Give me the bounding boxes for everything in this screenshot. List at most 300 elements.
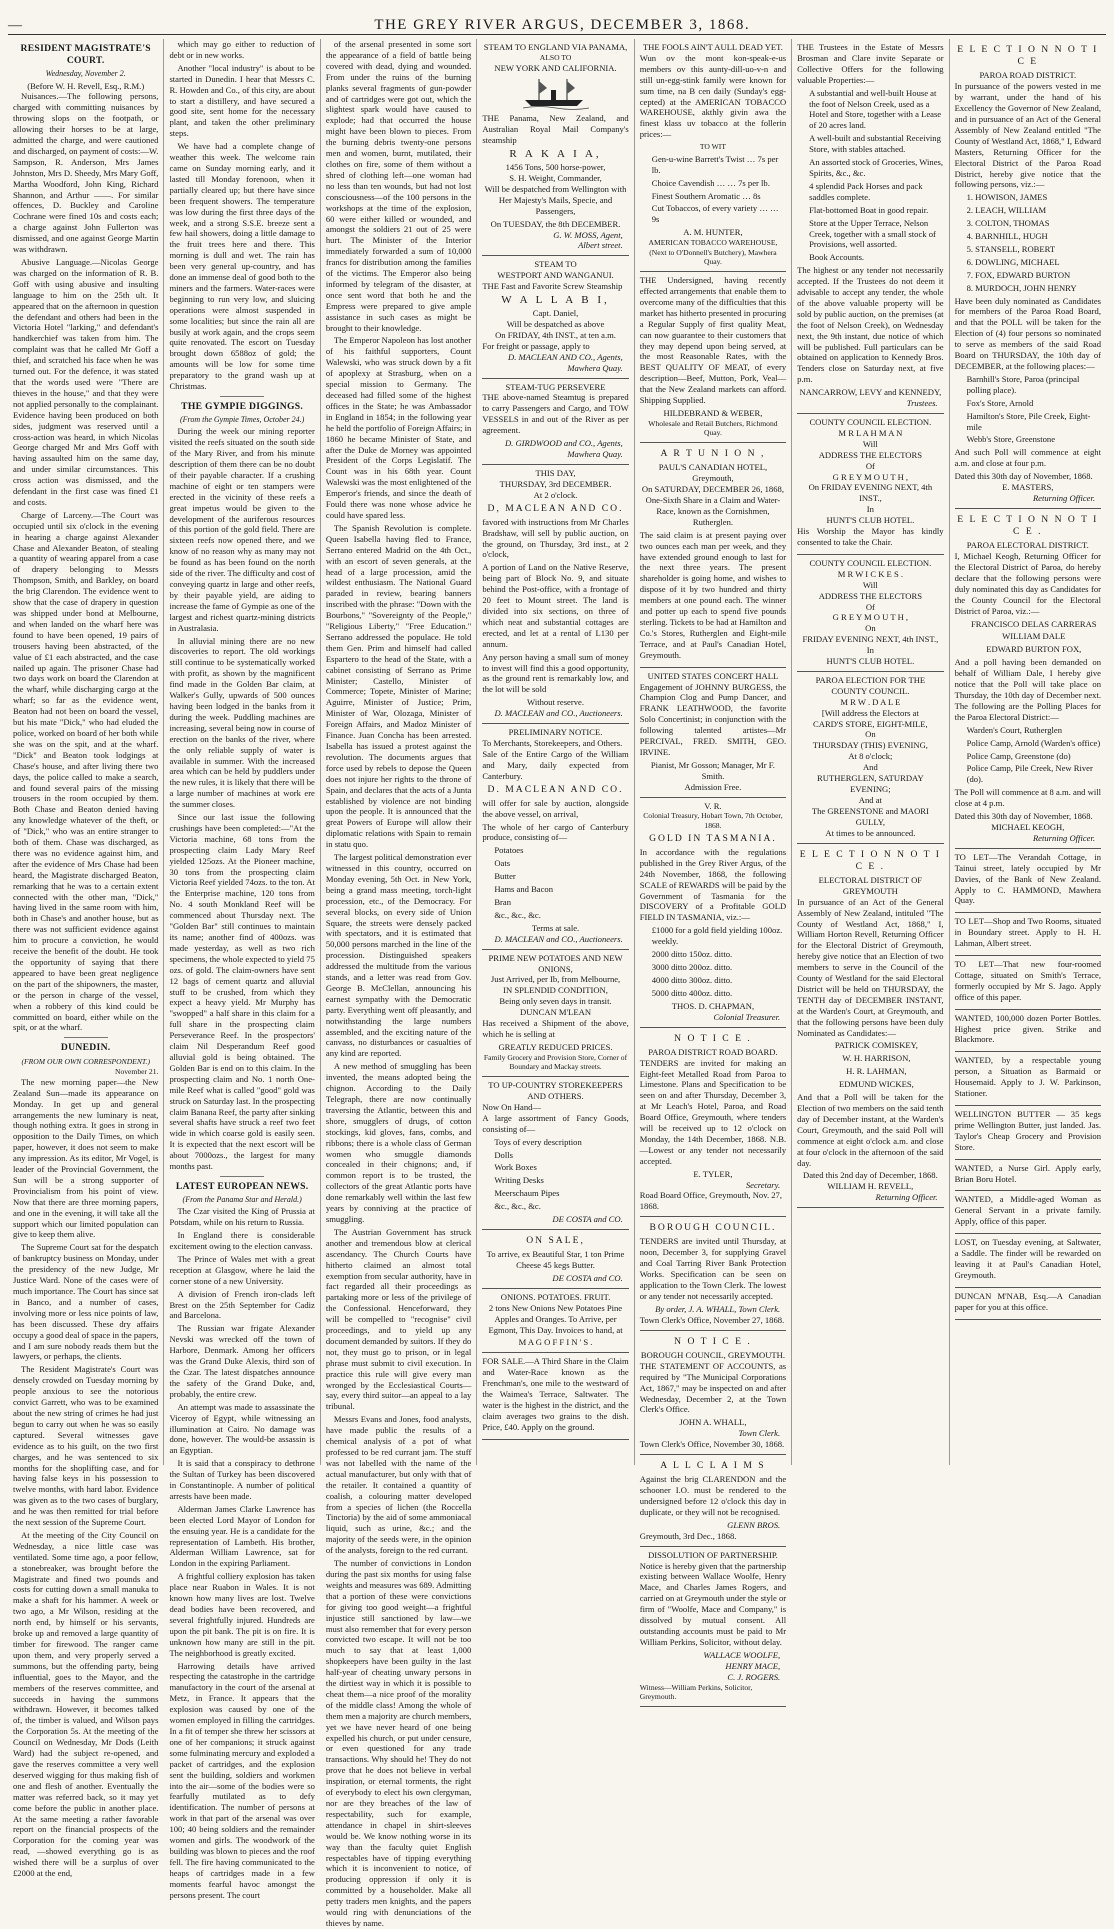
ad-concert-hall — [640, 668, 786, 798]
ad-text: Pianist, Mr Gosson; Manager, Mr F. Smith. — [650, 759, 775, 781]
ad-text: TENDERS are invited until Thursday, at noon, December 3, for supplying Gravel and Coal Tarring River Bank Protection Works. Specification can be seen on application to the Town Clerk. The lowest or any tender not necessarily accepted. — [639, 1236, 787, 1301]
ad-steam-tug — [482, 379, 628, 465]
list-item: Flat-bottomed Boat in good repair. — [809, 204, 929, 215]
ad-text: And a poll having been demanded on behalf of William Dale, I hereby give notice that the Poll will take place on Thursday, the 10th day of December next. The following are the Polling Places for the Paroa Electoral District:— — [954, 657, 1101, 722]
ad-signature: G. W. MOSS, Agent, — [553, 229, 623, 240]
ad-wickes-election — [797, 555, 943, 672]
ad-text: Will be despatched as above — [506, 318, 605, 329]
column-3 — [321, 39, 477, 1928]
ad-title: COUNTY COUNCIL ELECTION. — [809, 557, 932, 568]
article-paragraph: The Emperor Napoleon has lost another of his faithful supporters, Count Walewski, who was struck down by a fit of apoplexy at Strasburg, when on a special mission to Germany. The deceased had filled some of the highest offices in the State; he was Ambassador in England in 1854; in the following year he held the portfolio of Foreign Affairs; in 1860 he became Minister of State, and after the Duke de Morney was appointed President of the Corps Legislatif. The Count was in his 68th year. Count Walewski was the most enlightened of the Emperor's friends, and since the death of Fould there was none whose advice he could have spared less. — [325, 335, 472, 520]
ad-road-board-notice — [640, 1028, 786, 1218]
ad-text: [Will address the Electors at — [821, 707, 919, 718]
ad-text: WANTED, 100,000 dozen Porter Bottles. Highest price given. Strike and Blackmore. — [954, 1012, 1101, 1045]
ad-text: will offer for sale by auction, alongside the above vessel, on arrival, — [482, 797, 629, 819]
ad-text: THE Undersigned, having recently effected arrangements that enable them to overcome many of the difficulties that this market has hitherto presented in procuring a Regular Supply of first quality Meat, can now guarantee to their customers that they may depend upon being served, at the most Reasonable Rates, with the BEST QUALITY OF MEAT, of every description—Beef, Mutton, Pork, Veal—that the New Zealand markets can afford. Shipping Supplied. — [639, 275, 787, 406]
article-paragraph: Since our last issue the following crushings have been completed:—"At the Victoria machine, 68 tons from the prospecting claim Lady Mary Reef yielded 125ozs. At the Pioneer machine, 30 tons from the prospecting claim Victoria Reef yielded 74ozs. to the ton. At the Enterprise machine, 120 tons from No. 4 south Monkland Reef will be commenced about Thursday next. The "Golden Bar" still continues to maintain its name; another find of 400ozs. was made yesterday, as well as two rich specimens, the whole expected to yield 75 ozs. of gold. The claim-owners have sent 12 bags of cement quartz and alluvial stuff to be crushed, from which they expect a heavy yield. Mr Murphy has "swopped" a half share in this claim for a full share in the prospecting claim Perseverance Reef. In the prospectors' claim Nil Desperandum Reef good alluvial gold is being obtained. The Golden Bar is end on to this claim. In the prospecting claim and No. 1 north One-mile Reef what is called "good" gold was struck on Saturday last. In the prospecting claim Banana Reef, the party after sinking several shafts have struck a reef two feet wide in which coarse gold is easily seen. It is expected that the next escort will be about 7000ozs., the largest for many months past. — [169, 812, 315, 1172]
ad-signature: HILDEBRAND & WEBER, — [663, 407, 763, 418]
list-item: A well-built and substantial Receiving Store, with stables attached. — [809, 133, 941, 155]
ad-text: I, Michael Keogh, Returning Officer for the Electoral District of Paroa, do hereby declare that the following persons were duly nominated this day as Candidates for the County Council for the Electoral District of Paroa, viz.:— — [954, 551, 1101, 616]
reward-scale — [652, 925, 786, 998]
article-source: (From the Gympie Times, October 24.) — [179, 415, 305, 425]
ad-text: TO LET—Shop and Two Rooms, situated in Boundary street. Apply to H. H. Lahman, Albert street. — [954, 916, 1101, 949]
ad-subtitle: PAROA ROAD DISTRICT. — [979, 70, 1077, 81]
ad-text: TENDERS are invited for making an Eight-feet Metalled Road from Paroa to Limestone. Plans and Specification to be seen on and after Thursday, December 3, at Mr Leach's Hotel, Paroa, and Road Board Office, Greymouth, where tenders will be received up to 12 o'clock on Monday, the 14th December, 1868. N.B.—Lowest or any tender not necessarily accepted. — [639, 1057, 787, 1166]
ad-text: ADDRESS THE ELECTORS — [818, 449, 923, 460]
ad-title: N O T I C E . — [674, 1335, 752, 1347]
ad-signature: A. M. HUNTER, — [683, 227, 743, 238]
list-item: 2. LEACH, WILLIAM — [966, 205, 1047, 216]
classified-ad — [955, 1052, 1101, 1106]
ad-borough-council — [640, 1217, 786, 1330]
list-item: &c., &c., &c. — [494, 909, 541, 920]
article-paragraph: The Prince of Wales met with a great reception at Glasgow, where he laid the corner stone of a new University. — [169, 1253, 315, 1286]
ad-text: A portion of Land on the Native Reserve, being part of Block No. 9, and situate behind the Post-office, with a frontage of 20 feet to Mount street. The land is divided into six sections, on three of which neat and substantial cottages are erected, and let at a rental of L130 per annum. — [482, 562, 629, 649]
ad-title: ON SALE, — [526, 1234, 585, 1246]
ad-text: favored with instructions from Mr Charles Bradshaw, will sell by public auction, on the ground, on Thursday, 3rd inst., at 2 o'clock, — [482, 516, 629, 560]
article-paragraph: Charge of Larceny.—The Court was occupied until six o'clock in the evening in hearing a charge against Alexander Chase and Alexander Beaton, of stealing a quantity of wearing apparel from a case of drapery belonging to Messrs Thompson, Smith, and Barkley, on board the brig Clarendon. The evidence went to show that the case of drapery in question was shipped under bond at Melbourne, and when landed on the wharf here was found to have been opened, 19 pairs of trousers having been abstracted, of the value of £1 each abstracted, and the case nailed up again. The prisoner Chase had two days work on board the Clarendon at the wharf, while discharging cargo at the wharf; so far as the evidence went, Beaton had not been on board the vessel, but his mate "Dick," who had eluded the police, worked on board of her both while she was on the spit, and at the wharf. "Dick" and Beaton took lodgings at Chase's house, and after living there two days, the police called to make a search, and found several pairs of the missing trousers in the room occupied by them. Both Chase and Beaton denied having any knowledge whatever of the theft, or of "Dick," who was an entire stranger to both of them. Chase was discharged, as there was no evidence against him, and after the evidence of Mrs Chase had been heard, the Magistrate discharged Beaton, remarking that he was to a certain extent connected with the other man, "Dick," having lived in the same room with him, both in Chase's and another house, but as there was not sufficient evidence against him to procure a conviction, he would receive the benefit of the doubt. He took the opportunity of saying that there appeared to have been great negligence on the part of the shipowners, the master, or the person in charge of the vessel, when a robbery of this kind could be committed on board, either while on the spit, or at the wharf. — [13, 509, 159, 1033]
ad-title: A R T U N I O N , — [660, 448, 766, 460]
ad-text: Colonial Treasury, Hobart Town, 7th October, 1868. — [643, 811, 783, 831]
article-paragraph: Abusive Language.—Nicolas George was charged on the information of R. B. Goff with using abusive and insulting language to him on the 25th ult. It appeared that on the afternoon in question the defendant and others had been in the Victoria Hotel "larking," and defendant's handkerchief was taken from him. The complaint was that he called Mr Goff a thief, and scratched his face when he was turned out. For the defence, it was stated that the words used were "There are thieves in the house," and that they were not applied personally to the complainant. Evidence having been produced on both sides, judgment was reserved until a cross-action was heard, in which Nicolas George charged Mr and Mrs Goff with having assaulted him on the same day, and under similar circumstances. This cross action was dismissed, and the defendant in the first case was fined £1 and costs. — [13, 257, 159, 507]
list-item: Meerschaum Pipes — [494, 1188, 560, 1199]
ad-title: A L L C L A I M S — [660, 1460, 766, 1472]
ad-dissolution — [640, 1547, 786, 1707]
ad-date: On FRIDAY EVENING NEXT, 4th INST., — [808, 482, 933, 504]
ad-title: PAROA ELECTION FOR THE COUNTY COUNCIL. — [815, 674, 926, 696]
ad-text: G R E Y M O U T H , — [832, 471, 909, 482]
ad-text: Has received a Shipment of the above, which he is selling at — [482, 1018, 629, 1039]
ad-text: PAUL'S CANADIAN HOTEL, Greymouth, — [658, 462, 768, 484]
list-item: 4 splendid Pack Horses and pack saddles complete. — [809, 180, 923, 202]
list-item: 4000 ditto 300oz. ditto. — [651, 974, 733, 985]
classified-ad — [955, 1010, 1101, 1053]
ad-title: COUNTY COUNCIL ELECTION. — [809, 417, 932, 427]
ad-text: Any person having a small sum of money to invest will find this a good opportunity, as the ground rent is remarkably low, and the lot will be sold — [482, 651, 629, 695]
ad-text: Admission Free. — [684, 781, 742, 792]
ad-title: BOROUGH COUNCIL. — [649, 1222, 777, 1234]
ad-venue: The GREENSTONE and MAORI GULLY, — [811, 805, 929, 827]
page-title: THE GREY RIVER ARGUS, DECEMBER 3, 1868. — [374, 17, 751, 33]
columns — [8, 39, 1106, 1928]
ad-text: The highest or any tender not necessarily accepted. If the Trustees do not deem it advisable to accept any tender, the whole of the above valuable property will be sold by public auction, on the premises (at the foot of Nelson Creek), on Wednesday next, the 9th instant, due notice of which will be published. Full particulars can be obtained on application to Kennedy Bros. Tenders close on Saturday next, at five p.m. — [797, 265, 944, 385]
ad-text: DUNCAN M'LEAN — [520, 1007, 592, 1018]
list-item: Finest Southern Aromatic … 8s — [651, 190, 761, 201]
ad-date: Dated this 2nd day of December, 1868. — [803, 1170, 938, 1181]
divider — [64, 1037, 108, 1038]
classified-ad — [955, 956, 1101, 1010]
steamship-icon — [521, 76, 591, 110]
ad-steam-panama — [482, 39, 628, 256]
ad-text: WANTED, by a respectable young person, a Situation as Barmaid or Housemaid. Apply to J. W. Parkinson, Stationer. — [954, 1055, 1101, 1099]
list-item: W. H. HARRISON, — [842, 1053, 911, 1064]
ad-signature: D. MACLEAN and CO., Auctioneers. — [494, 933, 623, 944]
ship-name: R A K A I A, — [509, 148, 602, 161]
ad-date: FRIDAY EVENING NEXT, 4th INST., — [802, 634, 939, 645]
article-heading: LATEST EUROPEAN NEWS. — [175, 1180, 309, 1192]
article-heading: RESIDENT MAGISTRATE'S COURT. — [20, 43, 151, 67]
ad-title: ONIONS. POTATOES. FRUIT. — [500, 1291, 611, 1302]
column-7 — [950, 39, 1106, 1465]
ad-text: And that a Poll will be taken for the Election of two members on the said tenth day of December instant, at the Warden's Court, Greymouth, and the said Poll will commence at eight o'clock a.m. and close at four o'clock in the afternoon of the said day. — [797, 1092, 944, 1168]
ad-list — [809, 88, 943, 264]
ad-text: Without reserve. — [527, 697, 584, 708]
ad-text: ALSO TO — [539, 52, 572, 62]
ad-signature-role: Trustees. — [906, 398, 938, 409]
list-item: 3. COLTON, THOMAS — [966, 218, 1050, 229]
ad-auction — [482, 465, 628, 724]
ad-text: And such Poll will commence at eight a.m. and close at four p.m. — [954, 447, 1101, 469]
ad-text: His Worship the Mayor has kindly consented to take the Chair. — [797, 526, 944, 547]
ad-text: 2 tons New Onions New Potatoes Pine Apples and Oranges. To Arrive, per Egmont, This Day. Invoices to hand, at — [488, 1302, 623, 1335]
article-paragraph: We have had a complete change of weather this week. The welcome rain came on Sunday morning early, and it lasted till Monday forenoon, when it partially cleared up; but there have since been frequent showers. The temperature was low during the first three days of the week, and a strong S.S.E. breeze sent a few hail showers, doing a little damage to the fruit trees here and there. This morning is dull and wet. The rain has been very general up-country, and has done an immense deal of good both to the miners and the farmers. Water-races were beginning to run very low, and sluicing operations were almost suspended in some localities; but since the rain all are busily at work again, and the crops seem quite renovated. The escort on Tuesday brought down 6588oz of gold; the amounts will be low for some time preparatory to the grand wash up at Christmas. — [169, 141, 315, 392]
ad-witness: Witness—William Perkins, Solicitor, Greymouth. — [639, 1682, 753, 1702]
ad-date: On FRIDAY, 4th INST., at ten a.m. — [495, 329, 616, 340]
ad-signature-role: Secretary. — [745, 1179, 781, 1190]
ad-subtitle: PAROA DISTRICT ROAD BOARD. — [648, 1046, 778, 1057]
ad-signature: DE COSTA and CO. — [552, 1272, 623, 1283]
ad-on-sale — [482, 1230, 628, 1289]
list-item: EDMUND WICKES, — [838, 1079, 914, 1090]
list-item: Webb's Store, Greenstone — [966, 434, 1056, 445]
ad-text: Have been duly nominated as Candidates for members of the Paroa Road Board, and that the POLL will be taken for the Election of (4) four persons so nominated to serve as members of the said Road Board on THURSDAY, the 10th day of DECEMBER, at the following places:— — [954, 295, 1101, 371]
ad-date: Town Clerk's Office, November 27, 1868. — [639, 1314, 785, 1325]
list-item: Barnhill's Store, Paroa (principal polling place). — [966, 373, 1080, 395]
ad-signature: WILLIAM H. REVELL, — [827, 1181, 914, 1192]
article-paragraph: An attempt was made to assassinate the Viceroy of Egypt, while witnessing an illumination at Cairo. No damage was done, however. The would-be assassin is an Egyptian. — [169, 1401, 315, 1456]
list-item: Hams and Bacon — [494, 884, 554, 895]
ad-text: NEW YORK AND CALIFORNIA. — [494, 62, 617, 73]
list-item: Work Boxes — [494, 1162, 537, 1173]
ad-text: At 8 o'clock; — [848, 751, 893, 762]
list-item: &c., &c., &c. — [494, 1201, 541, 1212]
candidate-list — [967, 192, 1101, 293]
ad-trustees — [797, 39, 943, 414]
ad-title: E L E C T I O N N O T I C E . — [957, 513, 1099, 538]
ad-signature: E. MASTERS, — [1002, 482, 1054, 493]
article-paragraph: Harrowing details have arrived respecting the catastrophe in the cartridge manufactory in the court of the arsenal at Metz, in France. It appears that the explosion was caused by one of the women employed in filling the cartridges. In a fit of temper she threw her scissors at one of her companions; it struck against some fulminating mercury and exploded a packet of cartridges, and the explosion sent the building, soldiers and workmen into the air—some of the bodies were so fearfully mutilated as to defy identification. The number of persons at work in that part of the arsenal was over 100; 40 being soldiers and the remainder women and girls. The woodwork of the building was blown to pieces and the roof fell. The fire having communicated to the heaps of cartridges made in a few moments fearful havoc amongst the persons present. The court — [169, 1660, 315, 1900]
article-paragraph: The Czar visited the King of Prussia at Potsdam, while on his return to Russia. — [169, 1206, 315, 1228]
list-item: 4. BARNHILL, HUGH — [966, 231, 1048, 242]
ad-text: A large assortment of Fancy Goods, consisting of— — [482, 1112, 629, 1134]
list-item: EDWARD BURTON FOX, — [986, 644, 1082, 655]
ad-venue: HUNT'S CLUB HOTEL. — [826, 656, 915, 667]
ad-steam-westport — [482, 256, 628, 378]
ad-text: In pursuance of the powers vested in me by warrant, under the hand of his Excellency the Governor of New Zealand, and in pursuance of an Act of the General Assembly of New Zealand entitled "The County of Westland Act, 1868," I, Edward Masters, Returning Officer for the Electoral District of the Paroa Road District, hereby give notice that the following persons, viz.:— — [954, 81, 1101, 190]
ad-text: The said claim is at present paying over two ounces each man per week, and they have extended ground enough to last for the next three years. The present shareholder is going home, and wishes to dispose of it by two hundred and thirty members at one pound each. The winner and potter up each to spend five pounds sterling. Tickets to be had at Hamilton and Co.'s Stores, Rutherglen and Eight-mile Terrace, and at Paul's Canadian Hotel, Greymouth. — [639, 529, 787, 660]
ad-text: The Poll will commence at 8 a.m. and will close at 4 p.m. — [954, 787, 1101, 809]
article-date: Wednesday, November 2. — [45, 69, 126, 79]
ad-art-union — [640, 443, 786, 667]
column-5 — [635, 39, 792, 1702]
ad-title: E L E C T I O N N O T I C E — [957, 44, 1099, 68]
ad-preliminary — [482, 724, 628, 950]
list-item: 3000 ditto 200oz. ditto. — [651, 962, 733, 972]
list-item: FRANCISCO DELAS CARRERAS — [970, 618, 1097, 629]
ad-text: Capt. Daniel, — [532, 308, 579, 319]
article-paragraph: of the arsenal presented in some sort the appearance of a field of battle being covered with dead, dying and wounded. From under the ruins of the burning planks several fragments of gun-powder and of cartridges were got out, which the slightest spark would have caused to explode; had that occurred the house might have been blown to pieces. From the burning debris twenty-one persons men and women, burnt, mutilated, their clothes on fire, some of them without a shred of clothing left—one woman had no less than ten wounds, but had not lost consciousness—of the 100 persons in the workshops at the time of the explosion, 60 were either killed or wounded, and amongst the soldiers 21 out of 25 were hurt. The Minister of the Interior immediately forwarded a sum of 10,000 francs for distribution among the families of the victims. The Emperor also being informed by telegram of the disaster, at once sent word that both he and the Empress were prepared to give ample assistance in such cases as might be brought to their knowledge. — [325, 39, 472, 333]
ad-text: DUNCAN M'NAB, Esq.—A Canadian paper for you at this office. — [954, 1290, 1101, 1312]
ad-signature: HENRY MACE, — [725, 1660, 781, 1671]
ad-title: STEAM-TUG PERSEVERE — [505, 381, 606, 392]
ad-list — [494, 1137, 628, 1212]
classified-ad — [955, 1106, 1101, 1160]
ad-text: TO LET—The Verandah Cottage, in Tainui street, lately occupied by Mr Davies, of the Bank of New Zealand. Apply to C. HAMMOND, Mawhera Quay. — [954, 851, 1101, 906]
ad-date: Town Clerk's Office, November 30, 1868. — [639, 1439, 785, 1450]
ad-text: THE Panama, New Zealand, and Australian Royal Mail Company's steamship — [482, 113, 629, 146]
royal-cipher: V. R. — [704, 800, 722, 811]
ad-fancy-goods — [482, 1077, 628, 1230]
ad-title: N O T I C E . — [674, 1032, 752, 1044]
ad-text: Being only seven days in transit. — [499, 996, 612, 1007]
ad-date: THURSDAY (THIS) EVENING, — [812, 740, 928, 751]
ad-text: THE above-named Steamtug is prepared to carry Passengers and Cargo, and TOW VESSELS in and out of the River as per agreement. — [482, 392, 629, 436]
ad-text: WESTPORT AND WANGANUI. — [497, 270, 614, 281]
list-item: An assorted stock of Groceries, Wines, Spirits, &c., &c. — [809, 157, 944, 178]
list-item: Warden's Court, Rutherglen — [966, 724, 1063, 735]
ad-signature: JOHN A. WHALL, — [679, 1417, 747, 1428]
ad-paroa-electoral — [955, 509, 1101, 849]
column-6 — [792, 39, 949, 1465]
ad-text: TO LET—That new four-roomed Cottage, situated on Smith's Terrace, formerly occupied by Mr S. Jago. Apply office of this paper. — [954, 959, 1101, 1002]
ad-text: G R E Y M O U T H , — [832, 612, 909, 623]
classified-ad — [955, 913, 1101, 956]
list-item: 5000 ditto 400oz. ditto. — [651, 987, 733, 998]
article-byline: (Before W. H. Revell, Esq., R.M.) — [27, 80, 145, 91]
list-item: Toys of every description — [494, 1136, 582, 1147]
list-item: Cut Tobaccos, of every variety … … 9s — [651, 203, 779, 225]
list-item: Hamilton's Store, Pile Creek, Eight-mile — [966, 410, 1091, 432]
ad-text: Against the brig CLARENDON and the schooner I.O. must be rendered to the undersigned before 12 o'clock this day in duplicate, or they will not be recognised. — [639, 1474, 787, 1517]
ad-text: WANTED, a Middle-aged Woman as General Servant in a private family. Apply, office of this paper. — [954, 1194, 1101, 1227]
list-item: Oats — [494, 858, 511, 869]
ad-address: AMERICAN TOBACCO WAREHOUSE, (Next to O'Donnell's Butchery), Mawhera Quay. — [648, 238, 778, 267]
ad-title: DISSOLUTION OF PARTNERSHIP. — [648, 1549, 778, 1560]
ad-signature: NANCARROW, LEVY and KENNEDY, — [799, 387, 942, 398]
masthead-dash: — — [8, 18, 22, 33]
ad-date: Greymouth, 3rd Dec., 1868. — [639, 1530, 737, 1541]
ad-signature: M A G O F F I N ' S . — [518, 1337, 593, 1348]
article-paragraph: At the meeting of the City Council on Wednesday, a nice little case was ventilated. Some time ago, a poor fellow, a stonebreaker, was brought before the Magistrate and fined two pounds and costs for cutting down a small manuka to make a shaft for his hammer. A week or two ago, a Mr Wilson, residing at the north end, by himself or his servants, broke up and removed a large quantity of timber for firewood. The ranger came upon them, and very properly served a summons, but the offending party, being influential, goes to the Mayor, and the members of the reserves committee, and succeeds in having the summons withdrawn. However, it becomes talked of, the timber is valued, and Wilson pays the Corporation 5s. At the meeting of the Council on Wednesday, Mr Dods (Leith Ward) had the subject re-opened, and gave the reserves committee a very well deserved wigging for thus making fish of one and flesh of another. Eventually the matter was referred back, so it may yet come before the public in another place. At the same meeting a rather favorable report on the financial prospects of the Corporation for the coming year was read, —showed everything go is as wished there will be a surplus of over £2000 at the end, — [13, 1529, 159, 1879]
ad-dale-election — [797, 672, 943, 844]
list-item: Book Accounts. — [809, 252, 865, 263]
ad-venue: CARD'S STORE, EIGHT-MILE, — [813, 718, 928, 729]
ad-signature-role: Returning Officer. — [1032, 492, 1095, 503]
ad-text: In accordance with the regulations published in the Grey River Argus, of the 24th November, 1868, the following SCALE of REWARDS will be paid by the Government of Tasmania for the DISCOVERY of a Profitable GOLD FIELD IN TASMANIA, viz.:— — [639, 846, 787, 923]
list-item: Dolls — [494, 1149, 513, 1160]
ad-text: Engagement of JOHNNY BURGESS, the Champion Clog and Pump Dancer, and FRANK LEATHWOOD, the favorite Solo Concertinist; in conjunction with the following talented artistes—Mr PERCIVAL, FRED. SMITH, GEO. IRVINE. — [639, 681, 787, 757]
ad-signature: C. J. ROGERS. — [727, 1671, 781, 1682]
ad-title: TO UP-COUNTRY STOREKEEPERS AND OTHERS. — [488, 1080, 623, 1101]
ad-tobacco — [640, 39, 786, 272]
ad-signature: D. GIRDWOOD and CO., Agents, Mawhera Quay. — [504, 438, 623, 459]
ad-title: STEAM TO ENGLAND VIA PANAMA, — [483, 42, 628, 52]
ad-text: At 2 o'clock. — [533, 489, 578, 500]
ad-venue: RUTHERGLEN, SATURDAY EVENING; — [817, 773, 924, 794]
ad-text: WELLINGTON BUTTER — 35 kegs prime Wellington Butter, just landed. Jas. Taylor's Cheap Grocery and Provision Store. — [954, 1109, 1101, 1152]
article-heading: DUNEDIN. — [60, 1042, 111, 1054]
list-item: PATRICK COMISKEY, — [834, 1040, 918, 1051]
ad-text: TO WIT — [699, 142, 726, 152]
article-paragraph: The Supreme Court sat for the despatch of bankruptcy business on Monday, under the presidency of the new Judge, Mr Justice Ward. None of the cases were of much importance. The Court has since sat in Banco, and a number of cases, involving more or less nice points of law, has been discussed. These dry affairs occupy a good deal of space in the papers, and I am sure nobody reads them but the lawyers, or perhaps, the clients. — [13, 1242, 159, 1362]
ad-text: 1456 Tons, 500 horse-power, — [505, 162, 606, 173]
ship-name: W A L L A B I, — [501, 294, 610, 307]
ad-text: THIS DAY, — [535, 467, 576, 478]
ad-text: Now On Hand— — [482, 1101, 542, 1112]
candidate-list — [967, 619, 1101, 656]
ad-subtitle: ELECTORAL DISTRICT OF GREYMOUTH — [818, 874, 923, 896]
ad-gold-tasmania — [640, 798, 786, 1028]
ad-address: Wholesale and Retail Butchers, Richmond Quay. — [648, 418, 778, 438]
ad-statement-accounts — [640, 1331, 786, 1455]
ad-text: S. H. Weight, Commander, — [509, 173, 602, 184]
masthead — [8, 8, 1106, 35]
masthead-dash-right — [1103, 18, 1107, 34]
article-paragraph: During the week our mining reporter visited the reefs situated on the south side of the Mary River, and from his minute description of them there can be no doubt of their payable character. If a crushing machine of eight or ten stampers were erected in the vicinity of these reefs a great impetus would be given to the development of the auriferous resources of this portion of the gold field. There are sixteen reefs now opened there, and we know of no reason why as many may not be found as has been found on the north side of the river. The difficulty and cost of conveying quartz in large and other reefs, by their payable yield, are aiding to increase the fame of Gympie as one of the largest and richest quartz-mining districts in Australasia. — [169, 426, 315, 633]
ad-signature: WALLACE WOOLFE, — [703, 1649, 781, 1660]
ad-signature: E. TYLER, — [693, 1168, 733, 1179]
list-item: H. R. LAHMAN, — [846, 1066, 907, 1077]
ad-title: STEAM TO — [534, 259, 577, 270]
candidate-name: M R L A H M A N — [838, 427, 903, 438]
ad-text: LOST, on Tuesday evening, at Saltwater, a Saddle. The finder will be rewarded on leaving it at Paul's Canadian Hotel, Greymouth. — [954, 1237, 1101, 1280]
ad-text: Will — [862, 579, 878, 590]
article-paragraph: The Russian war frigate Alexander Nevski was wrecked off the town of Harbore, Denmark. Among her officers was the Grand Duke Alexis, third son of the Czar. The latest dispatches announce the safety of the Grand Duke, and, probably, the entire crew. — [169, 1323, 315, 1399]
article-paragraph: In England there is considerable excitement owing to the election canvass. — [169, 1230, 315, 1251]
list-item: Choice Cavendish … … 7s per lb. — [651, 177, 770, 188]
article-paragraph: Messrs Evans and Jones, food analysts, have made public the results of a chemical analysis of a pot of what professed to be red currant jam. The stuff was not labelled with the name of the actual manufacturer, but only with that of the retailer. It contained a quantity of coalish, a colouring matter developed from a species of lichen (the Roccella Tinctoria) by the aid of some ammoniacal liquid, such as urine, &c.; and the majority of the seeds were, in the opinion of the analysts, foreign to the red currant. — [325, 1414, 472, 1556]
ad-title: PRIME NEW POTATOES AND NEW ONIONS, — [488, 952, 623, 974]
ad-onions — [482, 1289, 628, 1354]
list-item: £1000 for a gold field yielding 100oz. weekly. — [651, 925, 783, 947]
ad-text: For freight or passage, apply to — [482, 340, 590, 351]
candidate-list — [809, 1040, 943, 1090]
ad-lahman-election — [797, 414, 943, 555]
article-heading: THE GYMPIE DIGGINGS. — [181, 401, 304, 412]
ad-date: On SATURDAY, DECEMBER 26, 1868, — [641, 484, 784, 495]
ad-signature-role: Town Clerk. — [738, 1428, 781, 1439]
article-source: (FROM OUR OWN CORRESPONDENT.) — [21, 1056, 150, 1066]
ad-signature: THOS. D. CHAPMAN, — [671, 1000, 755, 1011]
candidate-name: M R W I C K E S . — [837, 568, 904, 579]
list-item: Bran — [494, 897, 512, 908]
list-item: 8. MURDOCH, JOHN HENRY — [966, 282, 1077, 293]
ad-date: Dated this 30th day of November, 1868. — [954, 471, 1093, 482]
list-item: A substantial and well-built House at the foot of Nelson Creek, used as a Hotel and Store, together with a Lease of 20 acres land. — [809, 87, 942, 131]
list-item: 2000 ditto 150oz. ditto. — [651, 949, 733, 960]
article-paragraph: A new method of smuggling has been invented, the means adopted being the chignon. According to the Daily Telegraph, there are now continually traversing the Atlantic, between this and shore, smugglers of drugs, of cotton stockings, kid gloves, fans, combs, and ribbons; there is a whole class of German women who smuggle diamonds concealed in their chignons; and, if common report is to be trusted, the collectors of the great Atlantic ports have done remarkably well within the last few years by conniving at the practice of smuggling. — [325, 1061, 472, 1224]
article-paragraph: A frightful colliery explosion has taken place near Ruabon in Wales. It is not known how many lives are lost. Twelve dead bodies have been recovered, and several frightfully injured. Hundreds are upon the pit bank. The pit is on fire. It is unknown how many are still in the pit. The neighborhood is greatly excited. — [169, 1571, 315, 1658]
ad-text: At times to be announced. — [825, 827, 916, 838]
classified-ad — [955, 1191, 1101, 1234]
article-paragraph: The new morning paper—the New Zealand Sun—made its appearance on Monday. In get up and general arrangements the new luminary is neat, though nothing extra. It goes in strong in opposition to the Daily Times, on which paper, however, it does not seem to make any impression. As its editor, Mr Vogel, is leader of the Provincial Government, the Sun will be a strong supporter of Provincialism from his point of view. Now that there are three morning papers, and one in the evening, it will take all the support which our limited population can give to keep them alive. — [13, 1076, 159, 1240]
ad-title: D. MACLEAN AND CO. — [487, 783, 624, 795]
list-item: Butter — [494, 871, 516, 882]
ad-butchers — [640, 272, 786, 443]
ad-signature: DE COSTA and CO. — [552, 1214, 623, 1225]
ad-text: Notice is hereby given that the partnership existing between Wallace Woolfe, Henry Mace, and Charles James Rogers, and carried on at Greymouth under the style or firm of "Woolfe, Mace and Company," is dissolved by mutual consent. All outstanding accounts must be paid to Mr William Perkins, Solicitor, without delay. — [639, 1560, 787, 1647]
ad-signature: By order, J. A. WHALL, Town Clerk. — [655, 1303, 781, 1314]
ad-signature: MICHAEL KEOGH, — [991, 821, 1065, 832]
list-item: Police Camp, Greenstone (do) — [966, 750, 1071, 761]
list-item: 5. STANSELL, ROBERT — [966, 243, 1056, 254]
ad-title: E L E C T I O N N O T I C E . — [799, 848, 941, 872]
ad-subtitle: PAROA ELECTORAL DISTRICT. — [966, 540, 1089, 551]
ad-text: IN SPLENDID CONDITION, — [503, 985, 608, 996]
column-2 — [164, 39, 320, 1900]
ad-text: FOR SALE.—A Third Share in the Claim and Water-Race known as the Frenchman's, one mile to the westward of the Waimea's Terrace, Saltwater. The water is the highest in the district, and the claim averages two grains to the dish. Price, £40. Apply on the ground. — [482, 1356, 629, 1432]
article-paragraph: The Spanish Revolution is complete. Queen Isabella having fled to France, Serrano entered Madrid on the 4th Oct., with an escort of seven generals, at the head of a large procession, amid the wildest enthusiasm. The National Guard paraded in review, bearing banners inscribed with the phrase: "Down with the Bourbons," "Sovereignty of the People," "Religious Liberty," "Free Education." Serrano addressed the populace. He told them Gen. Prim and himself had called Espartero to the head of the State, with a cabinet consisting of Serrano as Prime Minister; Castello, Minister of Commerce; Topete, Minister of Marine; Aguirre, Minister of Justice; Prim, Minister of War, Olozaga, Minister of Foreign Affairs, and Madoz Minister of Finance. Juan Concha has been arrested. Isabella has issued a protest against the revolution. The documents argues that force used by rebels to depose the Queen does not injure her rights to the throne of Spain, and declares that the acts of a Junta established by violence are not binding upon the people. It is announced that the great Powers of Europe will allow their diplomatic relations with Spain to remain in statu quo. — [325, 522, 472, 850]
list-item: Police Camp, Pile Creek, New River (do). — [966, 763, 1093, 785]
article-paragraph: It is said that a conspiracy to dethrone the Sultan of Turkey has been discovered in Constantinople. A number of political arrests have been made. — [169, 1458, 315, 1501]
article-paragraph: The number of convictions in London during the past six months for using false weights and measures was 689. Admitting that a portion of these were convictions for giving too good weight—a frightful injustice still sanctioned by law—we must also remember that for every person convicted two escape. It will not be too much to say that at least 1,000 shopkeepers have been guilty in the last half-year of cheating unwary persons in the dirtiest way in which it is possible to cheat them—a nice proof of the morality of the middle class! Among the whole of them men a majority are church members, yet we have never heard of one being expelled his church, or put under censure, or even questioned for any trade transactions. Why should he! They do not prove that he does not believe in verbal inspiration, or eternal torments, the right of everybody to elect his own clergyman, nor are they breaches of the law of respectability, such for example, attendance in chapel in shirt-sleeves would be. We know nothing worse in its way than the faculty quiet English respectables have of tipping everything which it is inconvenient to notice, of producing oppression if only it is committed by a householder. Make all petty traders men knights, and the papers would ring with denunciations of the thieves by name. — [325, 1558, 472, 1928]
ad-text: WANTED, a Nurse Girl. Apply early, Brian Boru Hotel. — [954, 1162, 1101, 1184]
price-list — [652, 154, 786, 225]
ad-text: To arrive, ex Beautiful Star, 1 ton Prime Cheese 45 kegs Butter. — [486, 1249, 625, 1271]
article-paragraph: In alluvial mining there are no new discoveries to report. The old workings still continue to be systematically worked with profit, as shown by the magnificent find made in the Golden Bar claim, at Walker's Gully, upwards of 500 ounces having been lodged in the banks from it during the week. Puddling machines are increasing, several being now in course of erection on the banks of the river, where the only reliable supply of water is available in summer. With the increased area which can be held by puddlers under the new rules, it is likely that there will be a large number of machines at work ere the summer closes. — [169, 635, 315, 810]
ad-text: In — [866, 504, 874, 515]
candidate-name: M R W . D A L E — [840, 696, 901, 707]
article-paragraph: A division of French iron-clads left Brest on the 25th September for Cadiz and Barcelona. — [169, 1288, 315, 1321]
list-item: Potatoes — [494, 845, 524, 856]
ad-text: On — [865, 623, 876, 634]
ad-title: UNITED STATES CONCERT HALL — [647, 670, 779, 681]
ad-address: Family Grocery and Provision Store, Corner of Boundary and Mackay streets. — [483, 1052, 628, 1072]
ad-subtitle: BOROUGH COUNCIL, GREYMOUTH. — [640, 1349, 786, 1360]
ad-text: Will be despatched from Wellington with Her Majesty's Mails, Specie, and Passengers, — [484, 183, 627, 216]
ad-signature: D. MACLEAN and CO., Auctioneers. — [494, 708, 623, 719]
column-4 — [477, 39, 634, 1465]
ad-date: THURSDAY, 3rd DECEMBER. — [499, 478, 612, 489]
ad-text: In — [866, 645, 874, 656]
divider — [220, 1176, 264, 1177]
ad-text: Of — [865, 460, 875, 471]
list-item: WILLIAM DALE — [1002, 631, 1066, 642]
list-item: Store at the Upper Terrace, Nelson Creek, together with a small stock of Provisions, well assorted. — [809, 217, 936, 250]
ad-title: D, MACLEAN AND CO. — [487, 502, 624, 514]
article-paragraph: which may go either to reduction of debt or in new works. — [169, 39, 315, 60]
polling-places — [967, 374, 1101, 445]
ad-all-claims — [640, 1455, 786, 1547]
ad-date: Road Board Office, Greymouth, Nov. 27, 1868. — [639, 1190, 782, 1212]
classified-ad — [955, 849, 1101, 914]
ad-venue: HUNT'S CLUB HOTEL. — [826, 515, 915, 526]
list-item: 7. FOX, EDWARD BURTON — [966, 269, 1071, 280]
list-item: Gen-u-wine Barrett's Twist … 7s per lb. — [651, 153, 779, 175]
ad-signature: GLENN BROS. — [727, 1519, 781, 1530]
article-date: November 21. — [114, 1067, 159, 1077]
article-paragraph: Another "local industry" is about to be started in Dunedin. I hear that Messrs C. R. Howden and Co., of this city, are about to start a distillery, and have secured a good site, sent home for the necessary plant, and taken the other preliminary steps. — [169, 62, 315, 139]
list-item: Fox's Store, Arnold — [966, 397, 1034, 408]
ad-signature-role: Colonial Treasurer. — [713, 1011, 781, 1022]
classified-ad — [955, 1160, 1101, 1192]
ad-text: And at — [858, 794, 882, 805]
classified-ad — [955, 1234, 1101, 1288]
list-item: Writing Desks — [494, 1175, 544, 1186]
ad-text: Just Arrived, per Ib, from Melbourne, — [490, 974, 621, 985]
ad-title: GOLD IN TASMANIA. — [649, 832, 777, 844]
ad-text: THE Trustees in the Estate of Messrs Brosman and Clare invite Separate or Collective Offers for the following valuable Properties:— — [797, 42, 944, 85]
ad-signature-role: Returning Officer. — [875, 1192, 938, 1203]
ad-text: And — [862, 762, 878, 773]
ad-title: PRELIMINARY NOTICE. — [508, 727, 603, 738]
list-item: 6. DOWLING, MICHAEL — [966, 256, 1060, 267]
ad-address: Albert street. — [578, 240, 623, 251]
ad-text: The whole of her cargo of Canterbury produce, consisting of— — [482, 821, 629, 843]
article-paragraph: The Resident Magistrate's Court was densely crowded on Tuesday morning by people anxious to see the notorious convict Garrett, who was to be examined about the new string of crimes he had just begun to carry out when he was so easily captured. Several witnesses gave evidence as to his guilt, on the two first charges, and he was sentenced to six months for the shoplifting case, and for having false keys in his possession to twelve months, with hard labor. Evidence was given as to the two cases of burglary, and he was then remitted for trial before the next session of the Supreme Court. — [13, 1364, 159, 1528]
ad-title: THE FOOLS AIN'T AULL DEAD YET. — [642, 42, 783, 52]
ad-text: GREATLY REDUCED PRICES. — [498, 1041, 613, 1052]
